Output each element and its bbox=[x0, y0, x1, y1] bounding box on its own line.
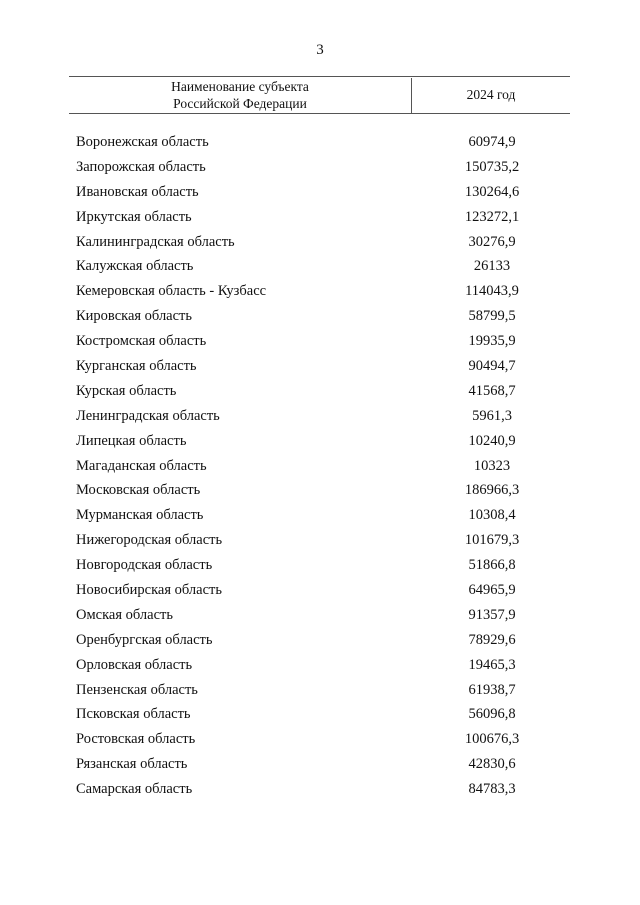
region-name: Курская область bbox=[76, 382, 177, 399]
region-name: Ленинградская область bbox=[76, 407, 220, 424]
region-name: Калининградская область bbox=[76, 233, 235, 250]
region-value: 10308,4 bbox=[468, 507, 516, 524]
region-name: Нижегородская область bbox=[76, 532, 223, 549]
region-value: 100676,3 bbox=[464, 731, 520, 748]
table-row bbox=[0, 653, 640, 678]
region-name: Ростовская область bbox=[76, 731, 196, 748]
table-row bbox=[0, 478, 640, 503]
region-name: Липецкая область bbox=[76, 432, 187, 449]
header-region-name bbox=[69, 78, 412, 113]
region-name: Воронежская область bbox=[76, 134, 209, 150]
region-name: Оренбургская область bbox=[76, 631, 213, 648]
region-value: 78929,6 bbox=[468, 631, 516, 648]
table-row bbox=[0, 553, 640, 578]
table-row bbox=[0, 354, 640, 379]
region-name: Запорожская область bbox=[76, 158, 206, 175]
region-value: 64965,9 bbox=[468, 582, 516, 599]
region-value: 26133 bbox=[473, 258, 511, 275]
region-value: 5961,3 bbox=[472, 407, 512, 424]
table-row bbox=[0, 603, 640, 628]
region-value: 101679,3 bbox=[464, 532, 520, 549]
table-row bbox=[0, 503, 640, 528]
table-row bbox=[0, 155, 640, 180]
table-row bbox=[0, 379, 640, 404]
region-value: 60974,9 bbox=[468, 134, 516, 150]
region-value: 130264,6 bbox=[464, 183, 520, 200]
header-region-name-line2: Российской Федерации bbox=[173, 96, 307, 111]
table-header bbox=[69, 76, 570, 114]
table-row bbox=[0, 727, 640, 752]
region-value: 51866,8 bbox=[468, 557, 516, 574]
region-name: Псковская область bbox=[76, 706, 191, 723]
region-value: 186966,3 bbox=[464, 482, 520, 499]
region-name: Новосибирская область bbox=[76, 582, 222, 599]
region-value: 91357,9 bbox=[468, 606, 516, 623]
region-value: 41568,7 bbox=[468, 382, 516, 399]
table-row bbox=[0, 628, 640, 653]
table-row bbox=[0, 777, 640, 802]
region-value: 42830,6 bbox=[468, 756, 516, 773]
region-value: 10240,9 bbox=[468, 432, 516, 449]
region-value: 56096,8 bbox=[468, 706, 516, 723]
table-row bbox=[0, 130, 640, 155]
page-number: 3 bbox=[316, 42, 324, 58]
table-row bbox=[0, 254, 640, 279]
header-region-name-line1: Наименование субъекта bbox=[171, 79, 309, 94]
table-row bbox=[0, 230, 640, 255]
region-name: Омская область bbox=[76, 606, 173, 623]
region-name: Орловская область bbox=[76, 656, 193, 673]
region-value: 90494,7 bbox=[468, 358, 516, 375]
region-value: 114043,9 bbox=[465, 283, 519, 300]
region-name: Ивановская область bbox=[76, 183, 199, 200]
region-name: Кировская область bbox=[76, 308, 193, 325]
table-row bbox=[0, 578, 640, 603]
region-name: Магаданская область bbox=[76, 457, 207, 474]
table-row bbox=[0, 404, 640, 429]
region-name: Костромская область bbox=[76, 333, 207, 350]
region-name: Московская область bbox=[76, 482, 201, 499]
region-name: Новгородская область bbox=[76, 557, 213, 574]
region-name: Самарская область bbox=[76, 781, 193, 798]
table-row bbox=[0, 454, 640, 479]
region-value: 19935,9 bbox=[468, 333, 516, 350]
table-row bbox=[0, 752, 640, 777]
region-name: Пензенская область bbox=[76, 681, 198, 698]
table-row bbox=[0, 304, 640, 329]
region-value: 10323 bbox=[473, 457, 511, 474]
table-row bbox=[0, 329, 640, 354]
table-row bbox=[0, 205, 640, 230]
region-value: 150735,2 bbox=[464, 158, 520, 175]
region-name: Калужская область bbox=[76, 258, 194, 275]
region-name: Курганская область bbox=[76, 358, 197, 375]
region-value: 123272,1 bbox=[464, 208, 520, 225]
table-row bbox=[0, 180, 640, 205]
table-row bbox=[0, 678, 640, 703]
region-name: Рязанская область bbox=[76, 756, 188, 773]
region-value: 19465,3 bbox=[468, 656, 516, 673]
region-name: Кемеровская область - Кузбасс bbox=[76, 283, 267, 300]
region-value: 58799,5 bbox=[468, 308, 516, 325]
table-body bbox=[0, 130, 640, 802]
region-value: 84783,3 bbox=[468, 781, 516, 798]
table-row bbox=[0, 528, 640, 553]
region-value: 61938,7 bbox=[468, 681, 516, 698]
region-value: 30276,9 bbox=[468, 233, 516, 250]
header-year: 2024 год bbox=[466, 87, 516, 102]
table-row bbox=[0, 429, 640, 454]
table-row bbox=[0, 279, 640, 304]
region-name: Иркутская область bbox=[76, 208, 192, 225]
table-row bbox=[0, 702, 640, 727]
region-name: Мурманская область bbox=[76, 507, 204, 524]
